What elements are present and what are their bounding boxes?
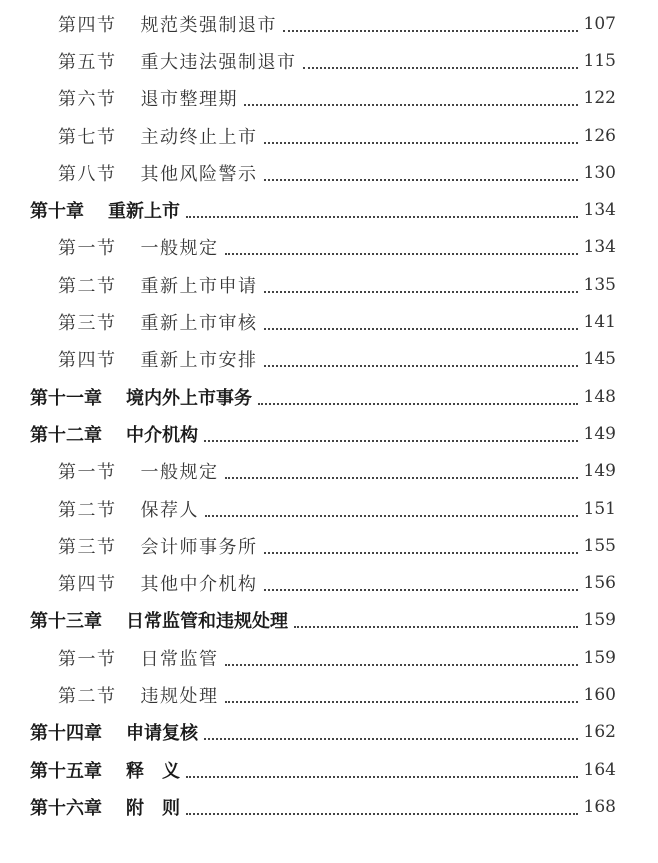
toc-section-entry[interactable]	[0, 676, 658, 713]
table-of-contents	[0, 5, 658, 826]
entry-number: 第二节	[58, 499, 117, 521]
dot-leader	[186, 758, 578, 778]
page-number: 145	[583, 349, 616, 370]
entry-number: 第一节	[58, 462, 117, 484]
toc-section-entry[interactable]	[0, 639, 658, 676]
dot-leader	[225, 646, 578, 666]
toc-section-entry[interactable]	[0, 266, 658, 303]
toc-chapter-entry[interactable]	[0, 191, 658, 228]
toc-section-entry[interactable]	[0, 229, 658, 266]
toc-section-entry[interactable]	[0, 80, 658, 117]
page-number: 155	[583, 535, 616, 556]
entry-number: 第十三章	[30, 611, 102, 633]
page-number: 148	[583, 386, 616, 407]
entry-title: 附 则	[126, 797, 180, 819]
entry-number: 第四节	[58, 350, 117, 372]
toc-section-entry[interactable]	[0, 341, 658, 378]
toc-section-entry[interactable]	[0, 527, 658, 564]
dot-leader	[225, 459, 578, 479]
dot-leader	[205, 497, 578, 517]
entry-number: 第四节	[58, 574, 117, 596]
page-number: 151	[583, 498, 616, 519]
entry-title: 日常监管	[140, 648, 219, 670]
dot-leader	[294, 608, 578, 628]
toc-chapter-entry[interactable]	[0, 415, 658, 452]
page-number: 130	[583, 162, 616, 183]
entry-number: 第三节	[58, 536, 117, 558]
entry-number: 第十二章	[30, 424, 102, 446]
toc-section-entry[interactable]	[0, 564, 658, 601]
toc-section-entry[interactable]	[0, 5, 658, 42]
entry-title: 会计师事务所	[140, 536, 258, 558]
toc-section-entry[interactable]	[0, 42, 658, 79]
dot-leader	[225, 235, 578, 255]
page-number: 141	[583, 312, 616, 333]
entry-title: 日常监管和违规处理	[126, 611, 288, 633]
toc-section-entry[interactable]	[0, 117, 658, 154]
entry-title: 其他中介机构	[140, 574, 258, 596]
page-number: 134	[583, 200, 616, 221]
dot-leader	[264, 161, 578, 181]
page-number: 135	[583, 274, 616, 295]
dot-leader	[264, 347, 578, 367]
toc-chapter-entry[interactable]	[0, 602, 658, 639]
toc-chapter-entry[interactable]	[0, 714, 658, 751]
dot-leader	[264, 571, 578, 591]
entry-title: 其他风险警示	[140, 163, 258, 185]
entry-title: 主动终止上市	[140, 126, 258, 148]
dot-leader	[283, 12, 578, 32]
page-number: 159	[583, 647, 616, 668]
entry-title: 重大违法强制退市	[140, 51, 297, 73]
dot-leader	[204, 422, 578, 442]
entry-number: 第八节	[58, 163, 117, 185]
page-number: 156	[583, 573, 616, 594]
entry-number: 第十六章	[30, 797, 102, 819]
page-number: 160	[583, 684, 616, 705]
entry-title: 境内外上市事务	[126, 387, 252, 409]
dot-leader	[258, 385, 578, 405]
page-number: 149	[583, 461, 616, 482]
page-number: 168	[583, 796, 616, 817]
entry-title: 重新上市申请	[140, 275, 258, 297]
entry-number: 第十一章	[30, 387, 102, 409]
toc-chapter-entry[interactable]	[0, 788, 658, 825]
entry-number: 第一节	[58, 648, 117, 670]
entry-title: 违规处理	[140, 685, 219, 707]
entry-number: 第十五章	[30, 760, 102, 782]
dot-leader	[264, 273, 578, 293]
page-number: 107	[583, 13, 616, 34]
dot-leader	[264, 534, 578, 554]
entry-number: 第一节	[58, 238, 117, 260]
dot-leader	[186, 198, 578, 218]
entry-title: 一般规定	[140, 462, 219, 484]
entry-title: 重新上市审核	[140, 313, 258, 335]
page-number: 126	[583, 125, 616, 146]
dot-leader	[225, 683, 578, 703]
dot-leader	[264, 310, 578, 330]
toc-chapter-entry[interactable]	[0, 378, 658, 415]
dot-leader	[303, 49, 578, 69]
entry-number: 第三节	[58, 313, 117, 335]
entry-title: 释 义	[126, 760, 180, 782]
entry-number: 第十四章	[30, 723, 102, 745]
entry-number: 第五节	[58, 51, 117, 73]
page-number: 159	[583, 610, 616, 631]
page-number: 134	[583, 237, 616, 258]
page-number: 162	[583, 722, 616, 743]
entry-number: 第二节	[58, 685, 117, 707]
entry-title: 中介机构	[126, 424, 198, 446]
toc-section-entry[interactable]	[0, 490, 658, 527]
page-number: 115	[583, 50, 616, 71]
dot-leader	[264, 124, 578, 144]
page-number: 149	[583, 423, 616, 444]
entry-title: 重新上市安排	[140, 350, 258, 372]
dot-leader	[204, 720, 578, 740]
entry-number: 第六节	[58, 89, 117, 111]
entry-title: 申请复核	[126, 723, 198, 745]
dot-leader	[186, 795, 578, 815]
page-number: 164	[583, 759, 616, 780]
page-number: 122	[583, 88, 616, 109]
dot-leader	[244, 86, 578, 106]
entry-title: 重新上市	[108, 201, 180, 223]
entry-number: 第七节	[58, 126, 117, 148]
entry-number: 第二节	[58, 275, 117, 297]
entry-title: 规范类强制退市	[140, 14, 277, 36]
toc-section-entry[interactable]	[0, 303, 658, 340]
entry-number: 第十章	[30, 201, 84, 223]
entry-title: 一般规定	[140, 238, 219, 260]
entry-number: 第四节	[58, 14, 117, 36]
toc-chapter-entry[interactable]	[0, 751, 658, 788]
toc-section-entry[interactable]	[0, 453, 658, 490]
toc-section-entry[interactable]	[0, 154, 658, 191]
entry-title: 保荐人	[140, 499, 199, 521]
entry-title: 退市整理期	[140, 89, 238, 111]
